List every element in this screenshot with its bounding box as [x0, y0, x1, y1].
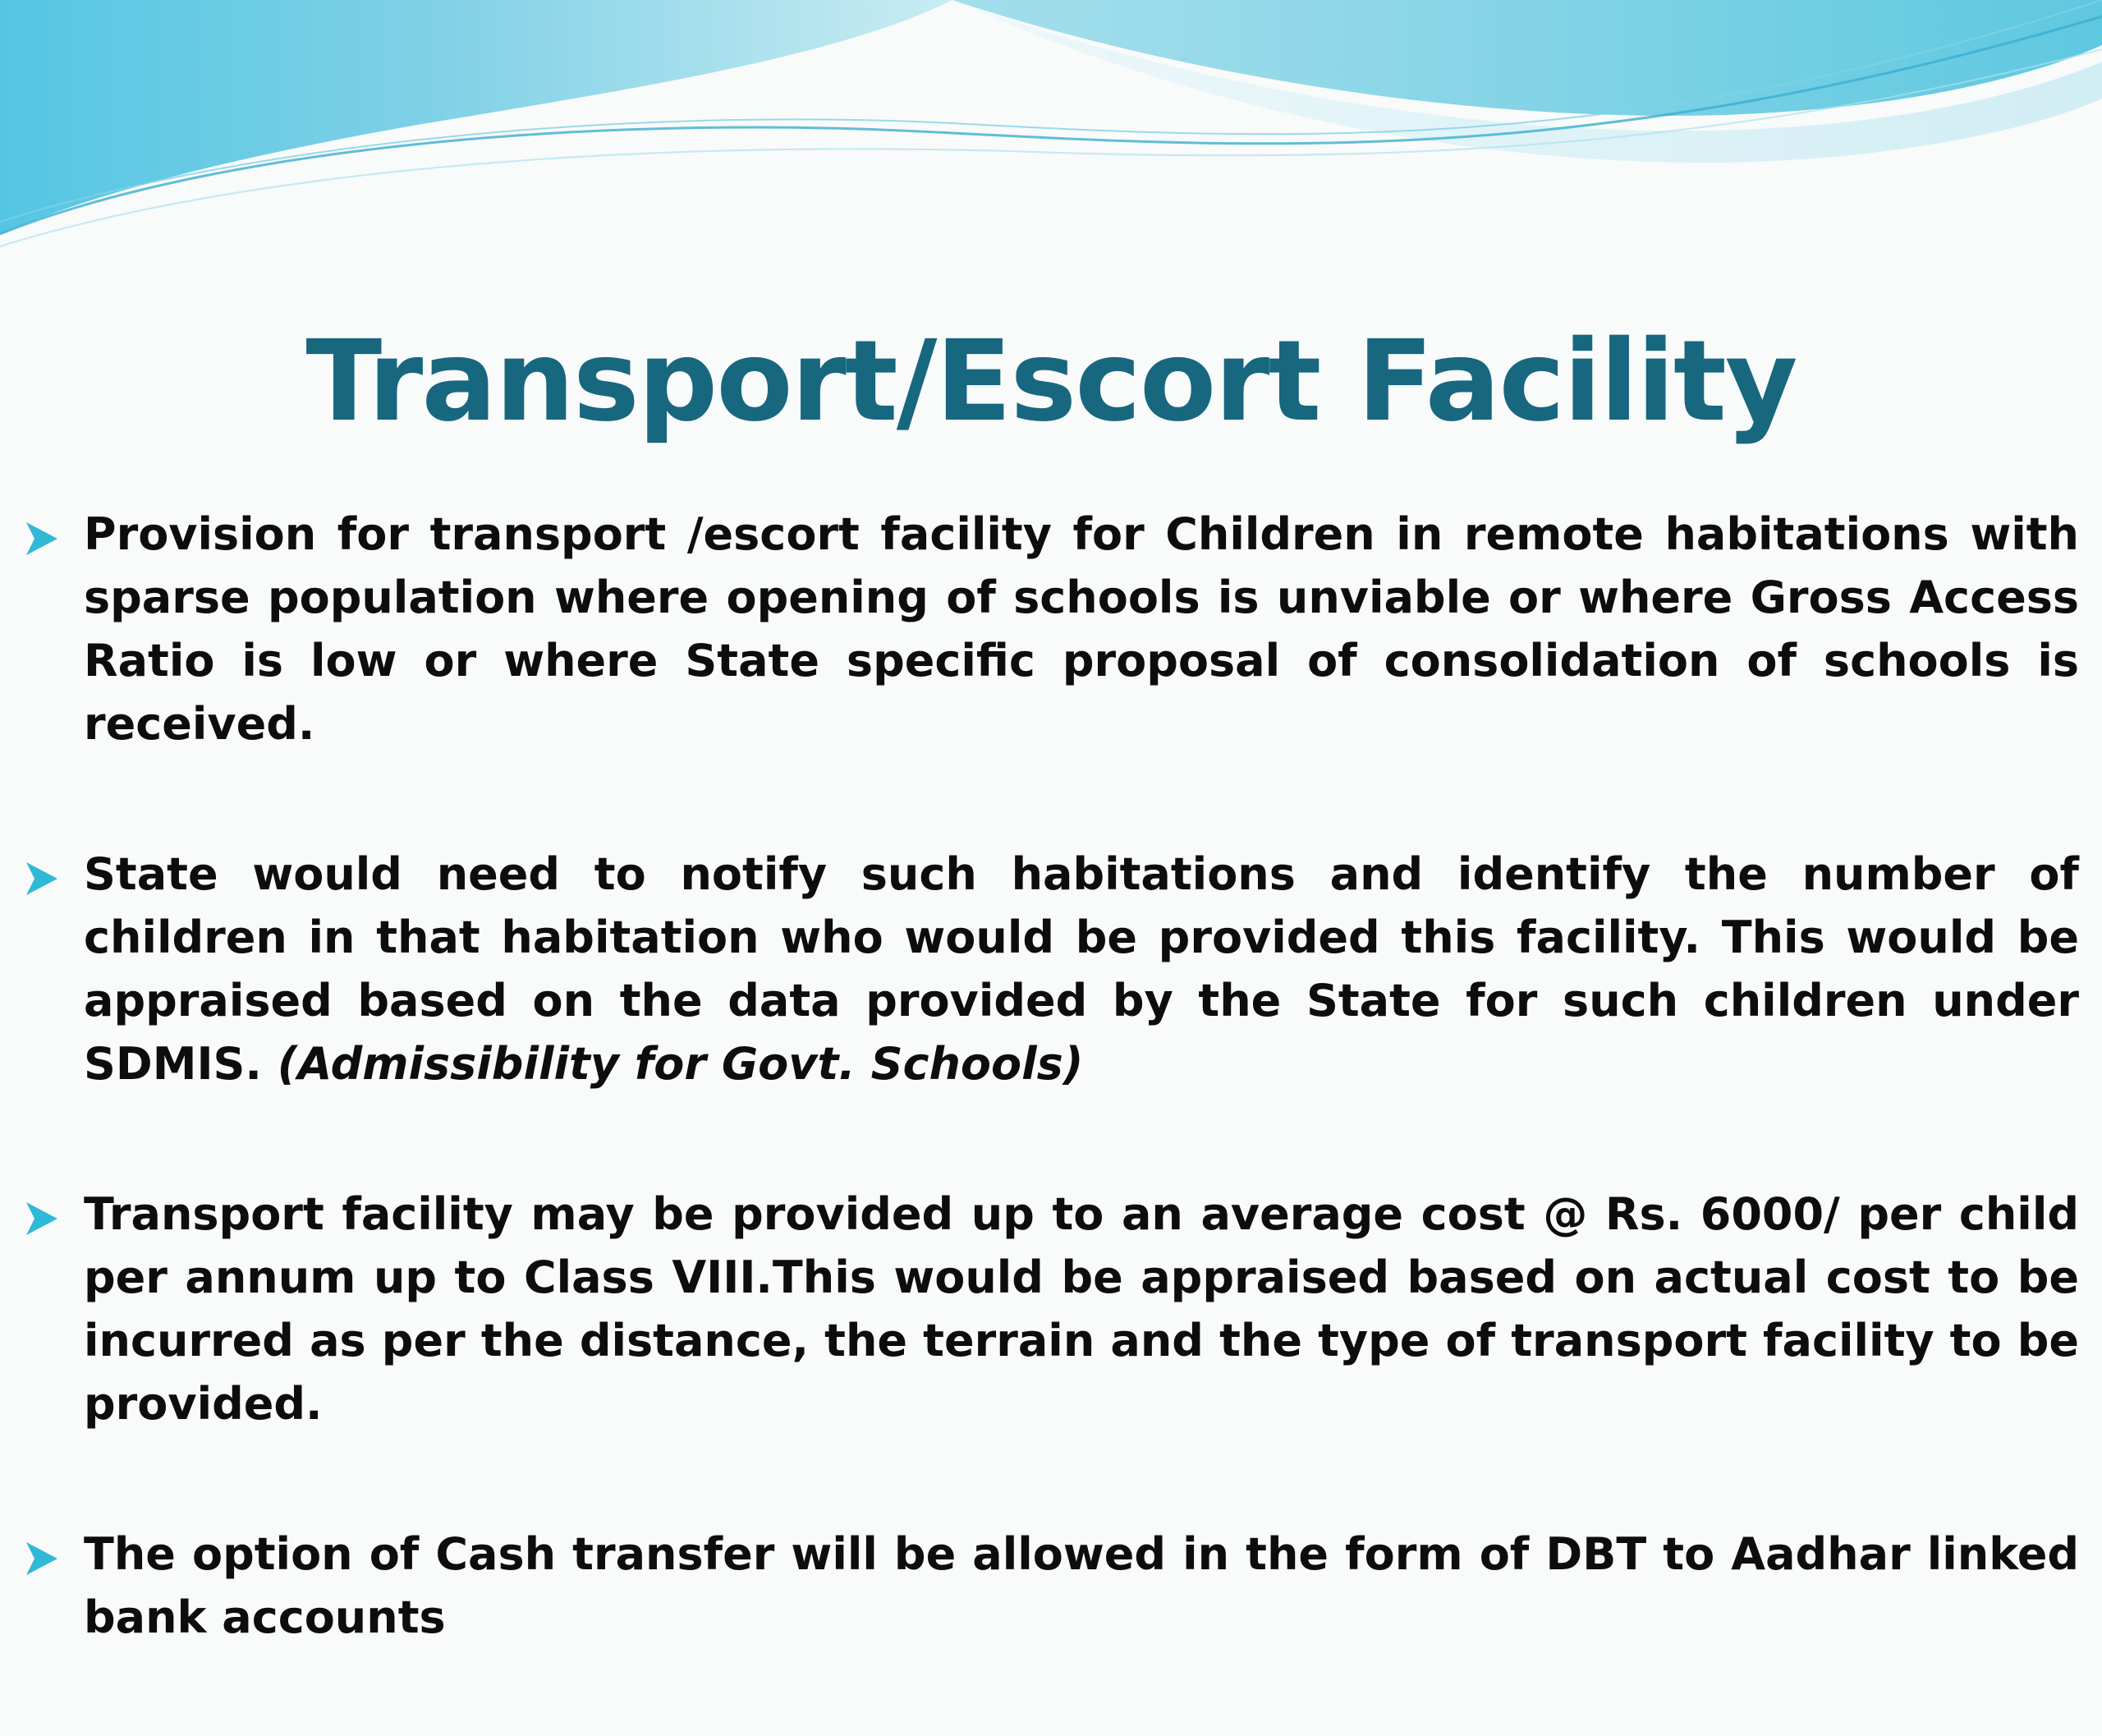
bullet-item-notify-habitations [0, 843, 2102, 1095]
bullet-text: The option of Cash transfer will be allowed in the form of DBT to Aadhar linked bank accounts [84, 1528, 2079, 1643]
arrowhead-bullet-icon [25, 521, 59, 557]
arrowhead-bullet-icon [25, 1201, 59, 1237]
arrowhead-bullet-icon [25, 861, 59, 897]
bullet-item-transport-provision [0, 503, 2102, 755]
bullet-text-body: State would need to notify such habitations and identify the number of children in that habitation who would be provided this facility. This would be appraised based on the data provided by the State for such children under SDMIS. [84, 848, 2079, 1090]
bullet-text [84, 843, 2079, 1095]
bullet-list [0, 503, 2102, 1736]
admissibility-note: (Admissibility for Govt. Schools) [277, 1038, 1084, 1090]
arrowhead-bullet-icon [25, 1541, 59, 1577]
header-wave-decoration [0, 0, 2102, 263]
bullet-text: Transport facility may be provided up to an average cost @ Rs. 6000/ per child per annum up to Class VIII.This would be appraised based on actual cost to be incurred as per the distance, the terrain and the type of transport facility to be provided. [84, 1188, 2079, 1430]
bullet-item-cash-transfer [0, 1522, 2102, 1649]
slide-title: Transport/Escort Facility [305, 317, 1797, 447]
bullet-text: Provision for transport /escort facility for Children in remote habitations with sparse population where opening of schools is unviable or where Gross Access Ratio is low or where State specific proposal of consolidation of schools is received. [84, 508, 2079, 750]
bullet-item-average-cost [0, 1183, 2102, 1435]
